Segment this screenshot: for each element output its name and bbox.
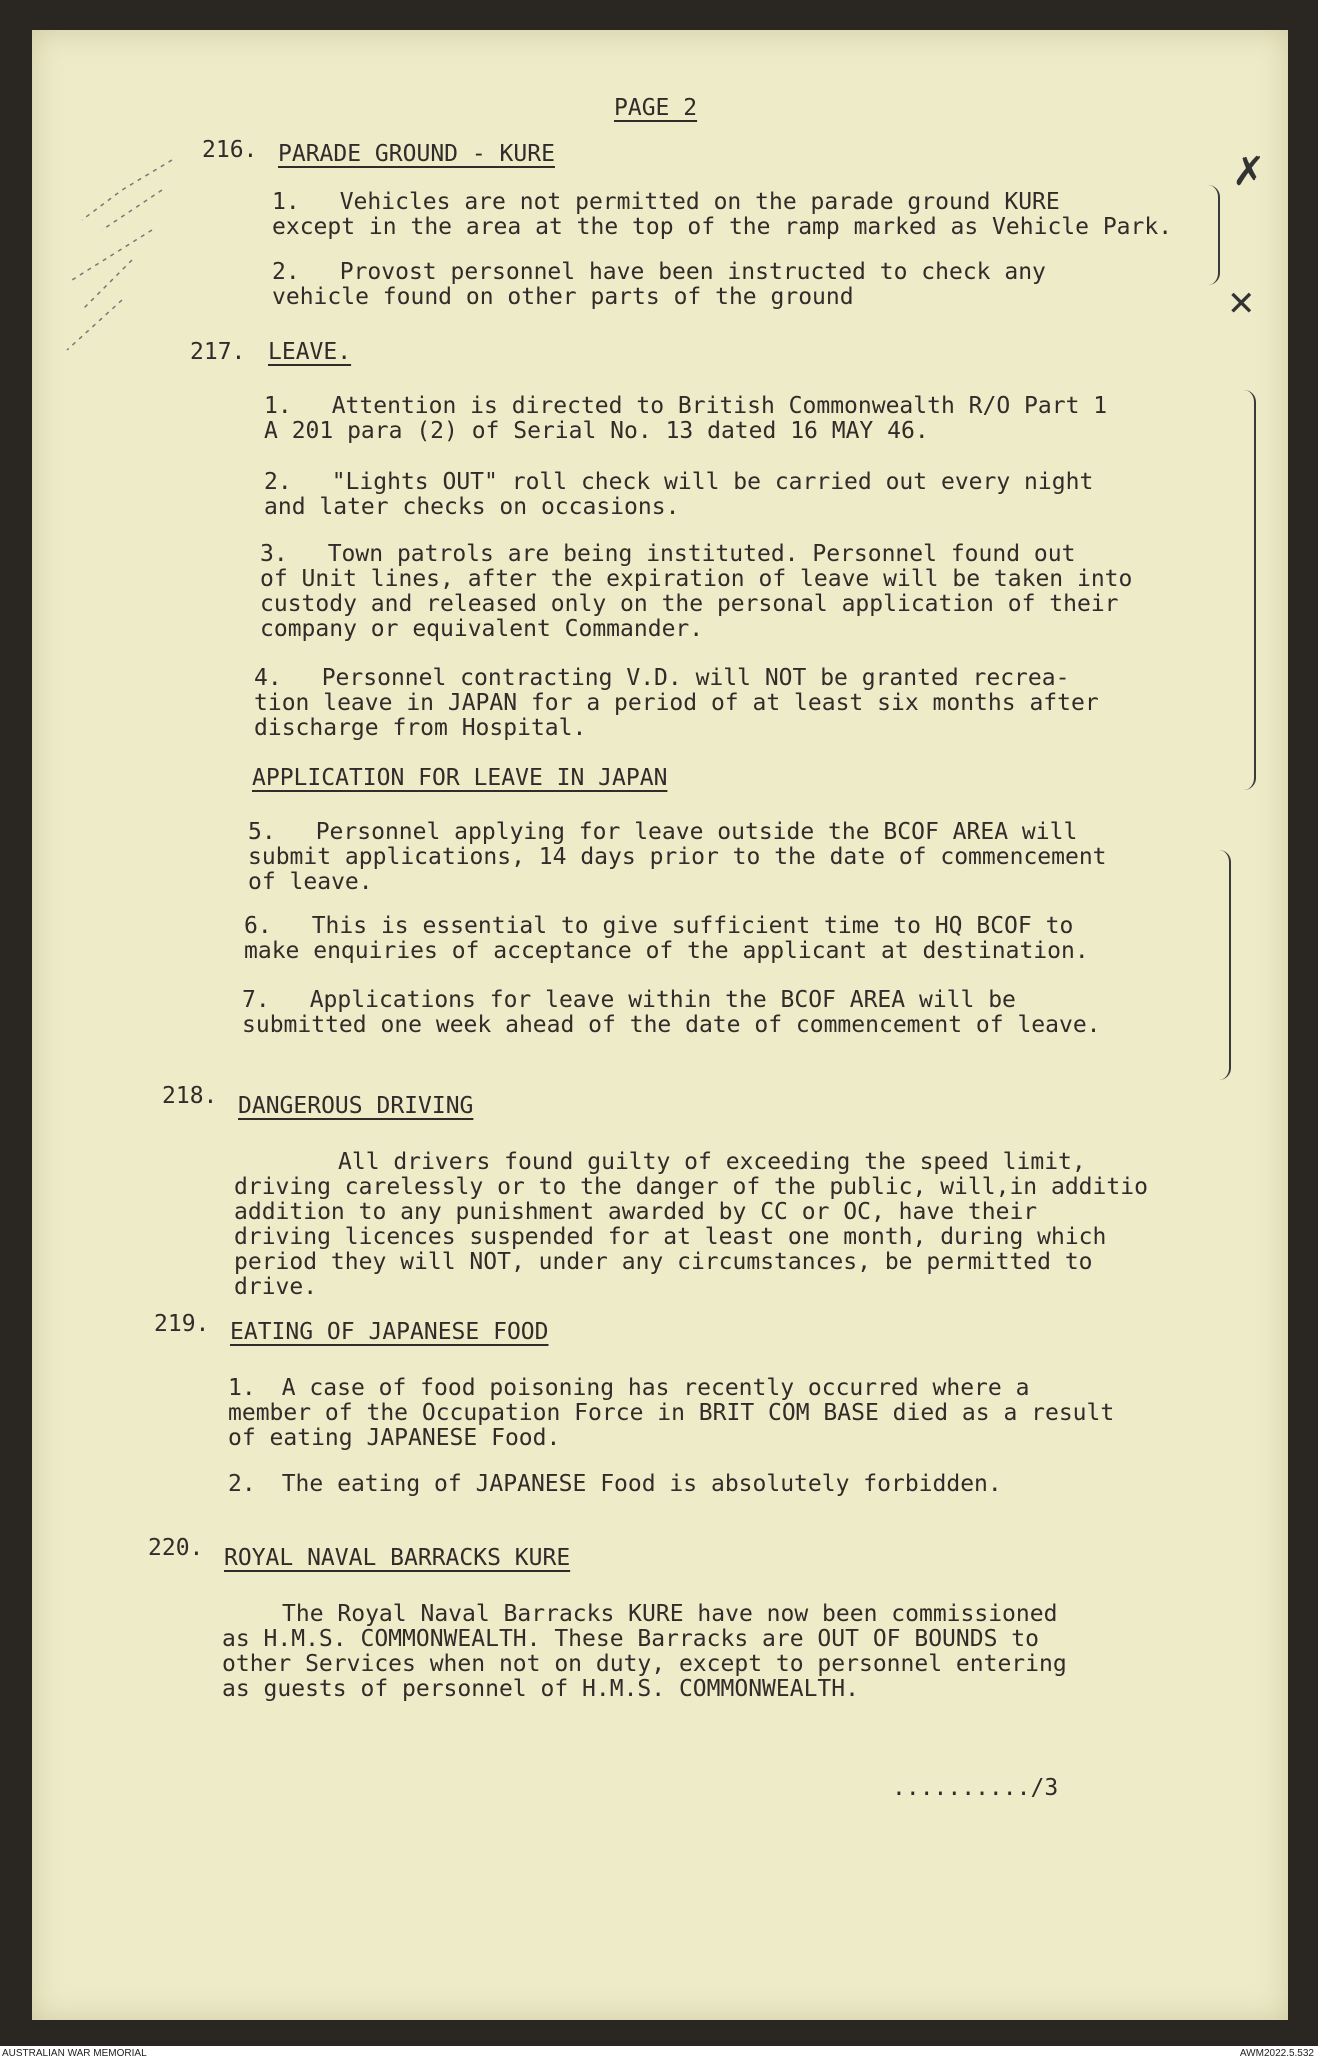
text-line: custody and released only on the personal application of their [260,591,1119,617]
text-line: A case of food poisoning has recently occurred where a [281,1375,1030,1401]
text-line: The Royal Naval Barracks KURE have now been commissioned [282,1601,1058,1627]
paragraph [260,542,1132,642]
paragraph [234,1150,1148,1300]
footer-source: AUSTRALIAN WAR MEMORIAL [2,2048,147,2059]
paragraph-number: 6. [244,913,272,939]
footer-reference: AWM2022.5.532 [1239,2048,1314,2059]
archive-footer [0,2047,1318,2061]
text-line: as guests of personnel of H.M.S. COMMONWEALTH. [222,1676,859,1702]
section-number: 217. [190,339,246,365]
section-number: 220. [148,1535,204,1561]
text-line: A 201 para (2) of Serial No. 13 dated 16 MAY 46. [264,418,929,444]
text-line: vehicle found on other parts of the ground [272,284,854,310]
text-line: of Unit lines, after the expiration of leave will be taken into [260,566,1133,592]
continuation-marker: ........../3 [892,1775,1059,1801]
paragraph [242,988,1101,1038]
document-page [32,30,1288,2020]
text-line: The eating of JAPANESE Food is absolutely forbidden. [281,1471,1002,1497]
margin-bracket [1232,390,1256,790]
text-line: Vehicles are not permitted on the parade ground KURE [339,189,1060,215]
pencil-doodle-icon [62,150,182,370]
paragraph-number: 1. [264,393,292,419]
section-heading: LEAVE. [268,339,352,365]
paragraph [248,820,1107,895]
paragraph-number: 7. [242,987,270,1013]
paragraph [228,1472,1002,1497]
page-label: PAGE 2 [614,95,698,121]
paragraph [272,260,1046,310]
text-line: discharge from Hospital. [254,715,587,741]
text-line: member of the Occupation Force in BRIT COM BASE died as a result [228,1400,1115,1426]
section-heading: DANGEROUS DRIVING [238,1093,474,1119]
text-line: "Lights OUT" roll check will be carried out every night [331,469,1094,495]
section-number: 216. [202,137,258,163]
section-heading: PARADE GROUND - KURE [278,141,555,167]
text-line: drive. [234,1274,318,1300]
paragraph-number: 1. [228,1375,256,1401]
text-line: Personnel contracting V.D. will NOT be granted recrea- [321,665,1070,691]
text-line: company or equivalent Commander. [260,616,704,642]
margin-bracket [1207,850,1231,1080]
text-line: as H.M.S. COMMONWEALTH. These Barracks are OUT OF BOUNDS to [222,1626,1039,1652]
text-line: and later checks on occasions. [264,494,680,520]
text-line: except in the area at the top of the ramp marked as Vehicle Park. [272,214,1173,240]
paragraph [228,1376,1114,1451]
text-line: period they will NOT, under any circumstances, be permitted to [234,1249,1093,1275]
section-number: 218. [162,1083,218,1109]
text-line: make enquiries of acceptance of the applicant at destination. [244,938,1089,964]
paragraph [244,914,1089,964]
paragraph-number: 2. [228,1471,256,1497]
text-line: driving licences suspended for at least one month, during which [234,1224,1107,1250]
section-number: 219. [154,1311,210,1337]
section-heading: EATING OF JAPANESE FOOD [230,1319,549,1345]
text-line: Attention is directed to British Commonwealth R/O Part 1 [331,393,1108,419]
text-line: submit applications, 14 days prior to the date of commencement [248,844,1107,870]
text-line: Town patrols are being instituted. Personnel found out [327,541,1076,567]
text-line: of leave. [248,869,373,895]
section-heading: ROYAL NAVAL BARRACKS KURE [224,1545,571,1571]
paragraph-number: 3. [260,541,288,567]
subheading: APPLICATION FOR LEAVE IN JAPAN [252,765,668,791]
text-line: driving carelessly or to the danger of the public, will,in additio [234,1174,1148,1200]
paragraph [264,394,1107,444]
text-line: This is essential to give sufficient time to HQ BCOF to [311,913,1074,939]
paragraph [264,470,1093,520]
text-line: Provost personnel have been instructed to check any [339,259,1046,285]
text-line: submitted one week ahead of the date of commencement of leave. [242,1012,1101,1038]
paragraph-number: 5. [248,819,276,845]
margin-bracket [1202,185,1220,285]
paragraph [222,1602,1067,1702]
text-line: Personnel applying for leave outside the BCOF AREA will [315,819,1078,845]
paragraph-number: 4. [254,665,282,691]
text-line: All drivers found guilty of exceeding the speed limit, [338,1149,1086,1175]
pen-x-mark-icon: ✗ [1232,149,1266,195]
text-line: of eating JAPANESE Food. [228,1425,561,1451]
paragraph-number: 1. [272,189,300,215]
text-line: Applications for leave within the BCOF AREA will be [309,987,1016,1013]
text-line: tion leave in JAPAN for a period of at least six months after [254,690,1099,716]
text-line: addition to any punishment awarded by CC or OC, have their [234,1199,1038,1225]
paragraph [254,666,1099,741]
paragraph-number: 2. [272,259,300,285]
pen-x-mark-icon: ✕ [1227,284,1256,324]
paragraph-number: 2. [264,469,292,495]
paragraph [272,190,1172,240]
text-line: other Services when not on duty, except to personnel entering [222,1651,1067,1677]
